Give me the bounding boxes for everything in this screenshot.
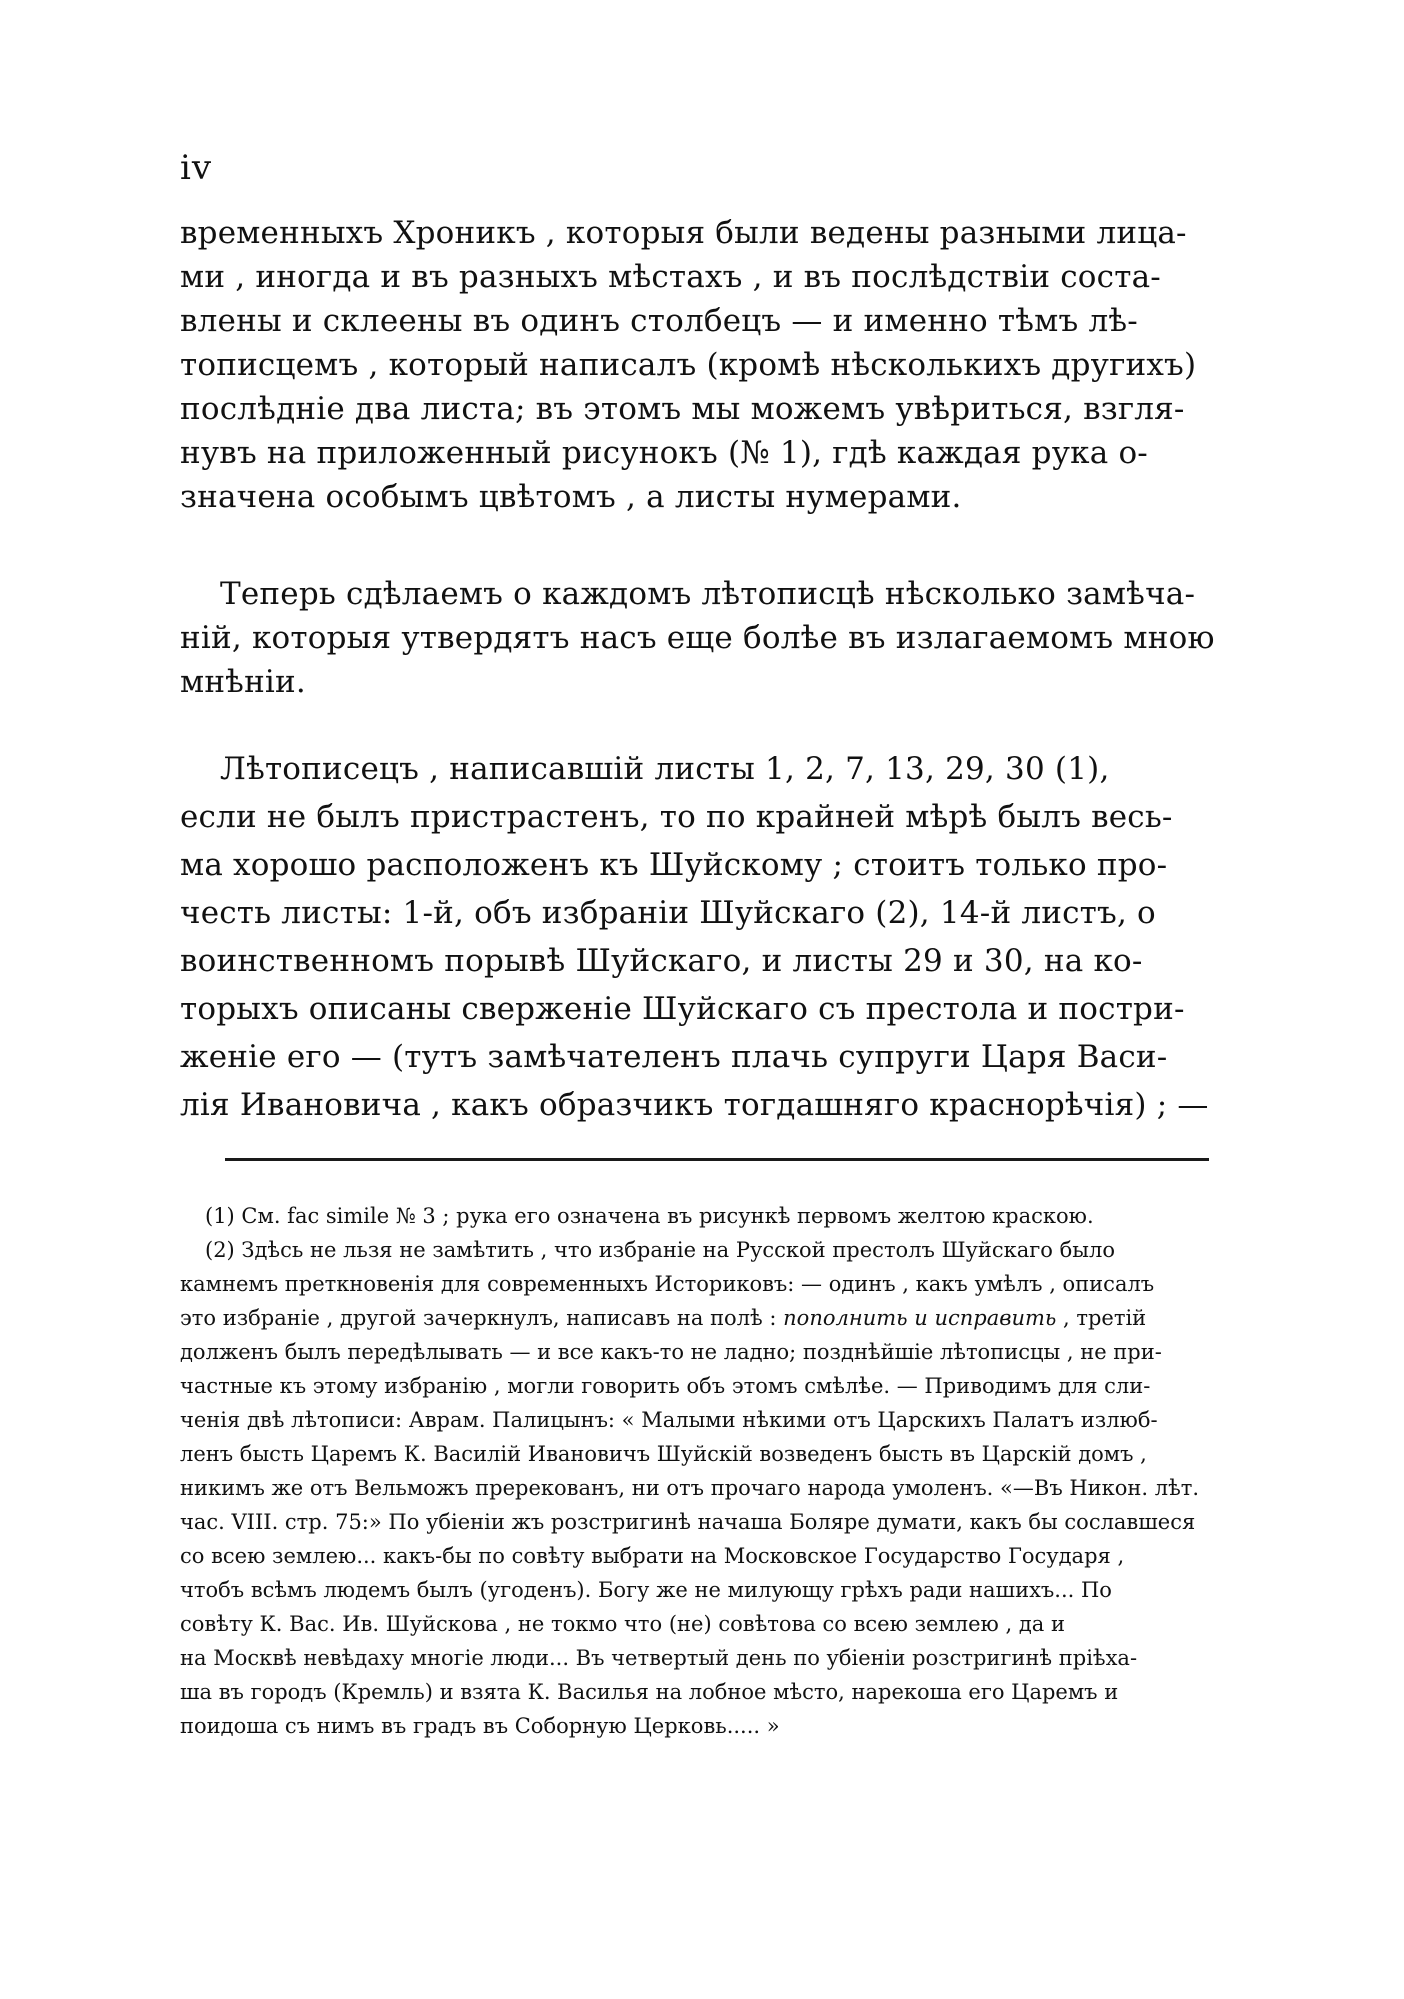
text-line: нiй, которыя утвердятъ насъ еще болѣе въ излагаемомъ мною bbox=[180, 620, 1215, 656]
text-line: честь листы: 1-й, объ избранiи Шуйскаго (2), 14-й листъ, о bbox=[180, 895, 1156, 931]
text-line: послѣднiе два листа; въ этомъ мы можемъ увѣриться, взгля- bbox=[180, 391, 1185, 427]
footnote-2-line: ленъ бысть Царемъ К. Василiй Ивановичъ Шуйскiй возведенъ бысть въ Царскiй домъ , bbox=[180, 1442, 1147, 1466]
text-line: влены и склеены въ одинъ столбецъ — и именно тѣмъ лѣ- bbox=[180, 303, 1138, 339]
footnote-2-line: на Москвѣ невѣдаху многiе люди... Въ четвертый день по убiенiи розстригинѣ прiѣха- bbox=[180, 1646, 1138, 1670]
text-line: ма хорошо расположенъ къ Шуйскому ; стоитъ только про- bbox=[180, 847, 1168, 883]
text-line: ми , иногда и въ разныхъ мѣстахъ , и въ послѣдствiи состa- bbox=[180, 259, 1161, 295]
footnote-2-line: ша въ городъ (Кремль) и взята К. Василья на лобное мѣсто, нарекоша его Царемъ и bbox=[180, 1680, 1119, 1704]
text-line: женiе его — (тутъ замѣчателенъ плачь супруги Царя Васи- bbox=[180, 1039, 1168, 1075]
footnote-2-line: частные къ этому избранiю , могли говорить объ этомъ смѣлѣе. — Приводимъ для сли- bbox=[180, 1374, 1151, 1398]
footnote-text: , третiй bbox=[1063, 1306, 1147, 1330]
footnote-divider bbox=[225, 1158, 1209, 1161]
footnote-2-line: поидоша съ нимъ въ градъ въ Соборную Церковь..... » bbox=[180, 1714, 780, 1738]
footnote-2-line: со всею землею... какъ-бы по совѣту выбрати на Московское Государство Государя , bbox=[180, 1544, 1125, 1568]
text-line: значена особымъ цвѣтомъ , а листы нумерами. bbox=[180, 479, 962, 515]
text-line: нувъ на приложенный рисунокъ (№ 1), гдѣ каждая рука о- bbox=[180, 435, 1148, 471]
footnote-text: это избранiе , другой зачеркнулъ, написавъ на полѣ : bbox=[180, 1306, 777, 1330]
footnote-2-line: долженъ былъ передѣлывать — и все какъ-то не ладно; позднѣйшiе лѣтописцы , не при- bbox=[180, 1340, 1162, 1364]
footnote-2-line: совѣту К. Вас. Ив. Шуйскова , не токмо что (не) совѣтова со всею землею , да и bbox=[180, 1612, 1065, 1636]
text-line: если не былъ пристрастенъ, то по крайней мѣрѣ былъ весь- bbox=[180, 799, 1173, 835]
footnote-2-line: камнемъ преткновенiя для современныхъ Историковъ: — одинъ , какъ умѣлъ , описалъ bbox=[180, 1272, 1155, 1296]
footnote-2-line: (2) Здѣсь не льзя не замѣтить , что избранiе на Русской престолъ Шуйскаго было bbox=[205, 1238, 1115, 1262]
footnote-2-line bbox=[180, 1303, 1146, 1333]
text-line: торыхъ описаны сверженiе Шуйскаго съ престола и постри- bbox=[180, 991, 1185, 1027]
text-line: мнѣнiи. bbox=[180, 664, 306, 700]
footnote-2-line: никимъ же отъ Вельможъ пререкованъ, ни отъ прочаго народа умоленъ. «—Въ Никон. лѣт. bbox=[180, 1476, 1200, 1500]
text-line: временныхъ Хроникъ , которыя были ведены разными лица- bbox=[180, 215, 1187, 251]
footnote-2-line: ченiя двѣ лѣтописи: Аврам. Палицынъ: « Малыми нѣкими отъ Царскихъ Палатъ излюб- bbox=[180, 1408, 1158, 1432]
text-line: Лѣтописецъ , написавшiй листы 1, 2, 7, 13, 29, 30 (1), bbox=[220, 751, 1110, 787]
text-line: воинственномъ порывѣ Шуйскаго, и листы 29 и 30, на ко- bbox=[180, 943, 1143, 979]
footnote-2-line: чтобъ всѣмъ людемъ былъ (угоденъ). Богу же не милующу грѣхъ ради нашихъ... По bbox=[180, 1578, 1112, 1602]
page-number: iv bbox=[180, 148, 213, 188]
footnote-1: (1) См. fac simile № 3 ; рука его означена въ рисункѣ первомъ желтою краскою. bbox=[205, 1204, 1094, 1228]
text-line: лiя Ивановича , какъ образчикъ тогдашняго краснорѣчiя) ; — bbox=[180, 1087, 1209, 1123]
footnote-italic-note: пополнить и исправить bbox=[783, 1306, 1057, 1330]
text-line: тописцемъ , который написалъ (кромѣ нѣсколькихъ другихъ) bbox=[180, 347, 1197, 383]
text-line: Теперь сдѣлаемъ о каждомъ лѣтописцѣ нѣсколько замѣча- bbox=[220, 576, 1196, 612]
footnote-2-line: час. VIII. стр. 75:» По убiенiи жъ розстригинѣ начаша Боляре думати, какъ бы сославшеся bbox=[180, 1510, 1196, 1534]
